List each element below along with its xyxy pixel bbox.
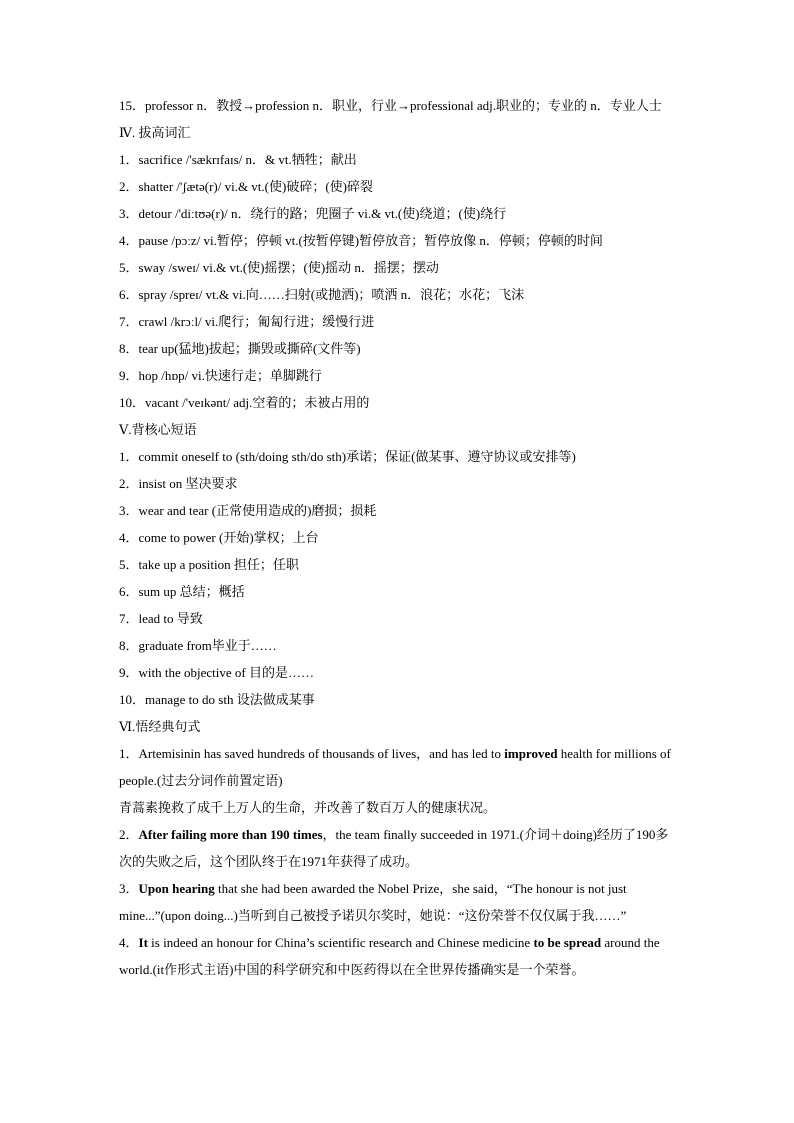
vocab-item: 10．vacant /'veɪkənt/ adj.空着的；未被占用的 xyxy=(119,395,370,410)
sentence-number: 4． xyxy=(119,935,139,950)
sentence-text: that she had been awarded the Nobel Prize，she said，“The honour is not just mine...”(upon doing...)当听到自己被授予诺贝尔奖时，她说：“这份荣誉不仅仅属于我……” xyxy=(119,881,627,923)
sentence-1-translation: 青蒿素挽救了成千上万人的生命，并改善了数百万人的健康状况。 xyxy=(119,800,497,815)
phrase-item: 7．lead to 导致 xyxy=(119,611,203,626)
sentence-number: 3． xyxy=(119,881,139,896)
sentence-highlight: It xyxy=(138,935,148,950)
vocab-item: 6．spray /spreɪ/ vt.& vi.向……扫射(或抛洒)；喷洒 n．浪花；水花；飞沫 xyxy=(119,287,525,302)
vocab-item: 8．tear up(猛地)拔起；撕毁或撕碎(文件等) xyxy=(119,341,361,356)
phrase-item: 8．graduate from毕业于…… xyxy=(119,638,277,653)
sentence-highlight: Upon hearing xyxy=(138,881,215,896)
sentence-text: Artemisinin has saved hundreds of thousands of lives，and has led to xyxy=(138,746,505,761)
phrase-item: 2．insist on 坚决要求 xyxy=(119,476,238,491)
vocab-item: 3．detour /'diːtʊə(r)/ n．绕行的路；兜圈子 vi.& vt.(使)绕道；(使)绕行 xyxy=(119,206,507,221)
vocab-item: 7．crawl /krɔːl/ vi.爬行；匍匐行进；缓慢行进 xyxy=(119,314,375,329)
sentence-text: around the world.(it作形式主语)中国的科学研究和中医药得以在全世界传播确实是一个荣誉。 xyxy=(119,935,660,977)
section-6-heading: Ⅵ.悟经典句式 xyxy=(119,719,201,734)
vocab-item: 1．sacrifice /'sækrɪfaɪs/ n．& vt.牺牲；献出 xyxy=(119,152,357,167)
phrase-item: 10．manage to do sth 设法做成某事 xyxy=(119,692,315,707)
sentence-3 xyxy=(119,875,677,929)
phrase-item: 9．with the objective of 目的是…… xyxy=(119,665,314,680)
sentence-highlight: After failing more than 190 times xyxy=(138,827,323,842)
vocab-item: 2．shatter /'ʃætə(r)/ vi.& vt.(使)破碎；(使)碎裂 xyxy=(119,179,373,194)
sentence-number: 1． xyxy=(119,746,139,761)
vocab-item: 9．hop /hɒp/ vi.快速行走；单脚跳行 xyxy=(119,368,322,383)
sentence-4 xyxy=(119,929,677,983)
vocab-item-15: 15．professor n．教授→profession n．职业，行业→professional adj.职业的；专业的 n．专业人士 xyxy=(119,98,662,113)
sentence-text: health for millions of people.(过去分词作前置定语) xyxy=(119,746,671,788)
section-5-heading: Ⅴ.背核心短语 xyxy=(119,422,197,437)
vocab-item: 4．pause /pɔːz/ vi.暂停；停顿 vt.(按暂停键)暂停放音；暂停放像 n．停顿；停顿的时间 xyxy=(119,233,603,248)
sentence-highlight: improved xyxy=(504,746,558,761)
document-body xyxy=(119,92,677,983)
sentence-highlight: to be spread xyxy=(533,935,602,950)
phrase-item: 1．commit oneself to (sth/doing sth/do sth)承诺；保证(做某事、遵守协议或安排等) xyxy=(119,449,576,464)
sentence-number: 2． xyxy=(119,827,139,842)
sentence-1 xyxy=(119,740,677,794)
section-4-heading: Ⅳ. 拔高词汇 xyxy=(119,125,191,140)
phrase-item: 5．take up a position 担任；任职 xyxy=(119,557,299,572)
sentence-text: is indeed an honour for China’s scientific research and Chinese medicine xyxy=(147,935,534,950)
sentence-text: ，the team finally succeeded in 1971.(介词＋doing)经历了190多次的失败之后，这个团队终于在1971年获得了成功。 xyxy=(119,827,669,869)
vocab-item: 5．sway /sweɪ/ vi.& vt.(使)摇摆；(使)摇动 n．摇摆；摆动 xyxy=(119,260,439,275)
sentence-2 xyxy=(119,821,677,875)
phrase-item: 6．sum up 总结；概括 xyxy=(119,584,245,599)
phrase-item: 4．come to power (开始)掌权；上台 xyxy=(119,530,319,545)
phrase-item: 3．wear and tear (正常使用造成的)磨损；损耗 xyxy=(119,503,377,518)
